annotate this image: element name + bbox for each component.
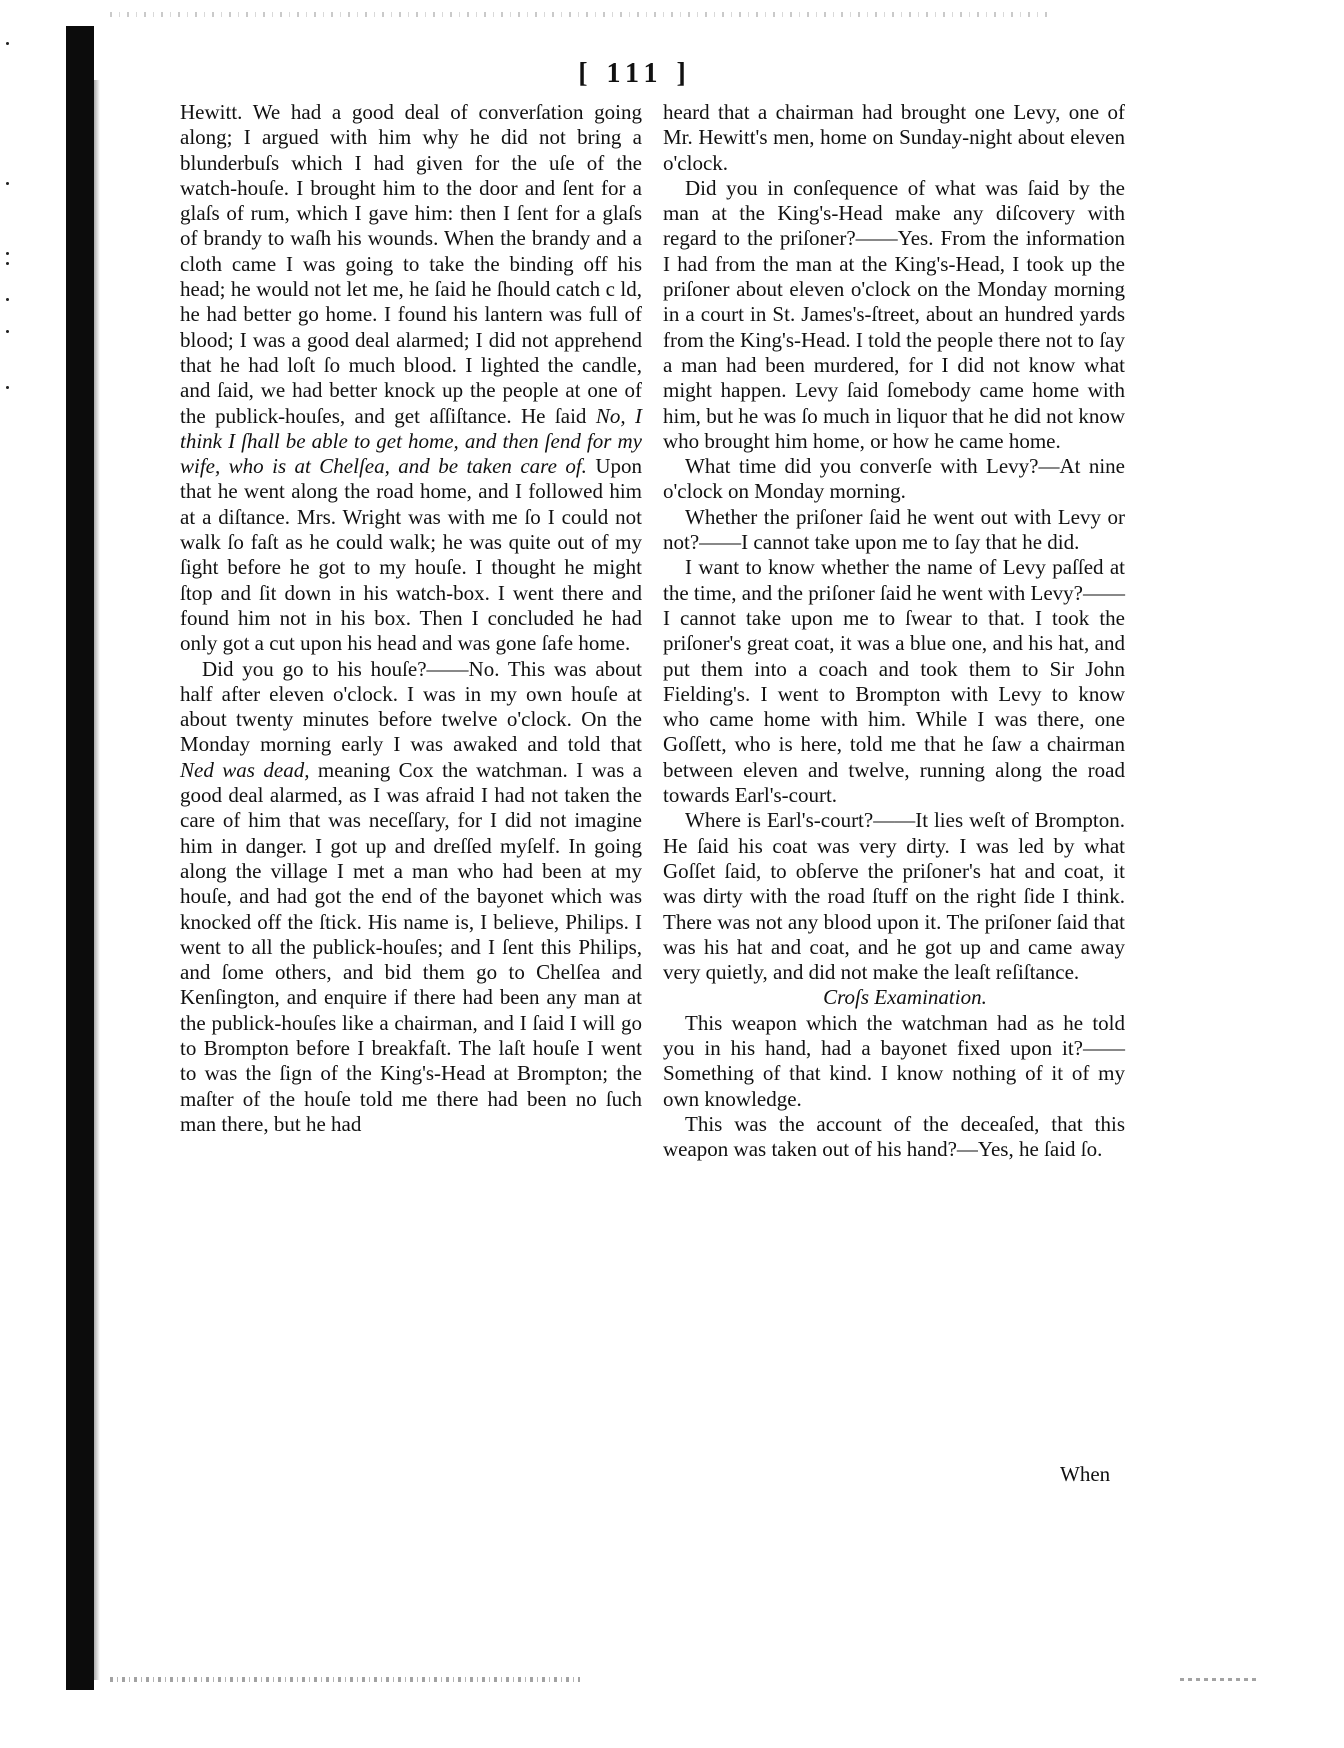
page-number: [ 111 ] [578, 58, 692, 89]
paragraph: Where is Earl's-court?——It lies weſt of Brompton. He ſaid his coat was very dirty. I was led by what Goſſet ſaid, to obſerve the priſoner's hat and coat, it was dirty with the road ſtuff on the right ſide I think. There was not any blood upon it. The priſoner ſaid that was his hat and coat, and he got up and came away very quietly, and did not make the leaſt reſiſtance. [663, 808, 1125, 985]
margin-mark [6, 386, 9, 389]
paragraph: I want to know whether the name of Levy paſſed at the time, and the priſoner ſaid he went with Levy?——I cannot take upon me to ſwear to that. I took the priſoner's great coat, it was a blue one, and his hat, and put them into a coach and took them to Sir John Fielding's. I went to Brompton with Levy to know who came home with him. While I was there, one Goſſett, who is here, told me that he ſaw a chairman between eleven and twelve, running along the road towards Earl's-court. [663, 555, 1125, 808]
text-run: meaning Cox the watchman. I was a good deal alarmed, as I was afraid I had not taken the care of him that was neceſſary, for I did not imagine him in danger. I got up and dreſſed myſelf. In going along the village I met a man who had been at my houſe, and had got the end of the bayonet which was knocked off the ſtick. His name is, I believe, Philips. I went to all the publick-houſes; and I ſent this Philips, and ſome others, and bid them go to Chelſea and Kenſington, and enquire if there had been any man at the publick-houſes like a chairman, and I ſaid I will go to Brompton before I breakfaſt. The laſt houſe I went to was the ſign of the King's-Head at Brompton; the maſter of the houſe told me there had been no ſuch man there, but he had [180, 757, 642, 1136]
scan-noise-bottom-right [1180, 1678, 1260, 1681]
margin-mark [6, 182, 9, 185]
text-run: Hewitt. We had a good deal of converſation going along; I argued with him why he did not bring a blunderbuſs which I had given for the uſe of the watch-houſe. I brought him to the door and ſent for a glaſs of rum, which I gave him: then I ſent for a glaſs of brandy to waſh his wounds. When the brandy and a cloth came I was going to take the binding off his head; he would not let me, he ſaid he ſhould catch c ld, he had better go home. I found his lantern was full of blood; I was a good deal alarmed; I did not apprehend that he had loſt ſo much blood. I lighted the candle, and ſaid, we had better knock up the people at one of the publick-houſes, and get aſſiſtance. He ſaid [180, 100, 642, 428]
text-run: Did you go to his houſe?——No. This was about half after eleven o'clock. I was in my own houſe at about twenty minutes before twelve o'clock. On the Monday morning early I was awaked and told that [180, 656, 642, 757]
scan-noise-top [110, 12, 1050, 17]
paragraph: Did you in conſequence of what was ſaid by the man at the King's-Head make any diſcovery with regard to the priſoner?——Yes. From the information I had from the man at the King's-Head, I took up the priſoner about eleven o'clock on the Monday morning in a court in St. James's-ſtreet, about an hundred yards from the King's-Head. I told the people there not to ſay a man had been murdered, for I did not know what might happen. Levy ſaid ſomebody came home with him, but he was ſo much in liquor that he did not know who brought him home, or how he came home. [663, 175, 1125, 453]
paragraph: Whether the priſoner ſaid he went out with Levy or not?——I cannot take upon me to ſay that he did. [663, 504, 1125, 555]
right-column [663, 100, 1125, 1162]
margin-mark [6, 330, 9, 333]
italic-quote: No, I think I ſhall be able to get home, and then ſend for my wife, who is at Chelſea, and be taken care of. [180, 403, 642, 479]
paragraph: heard that a chairman had brought one Levy, one of Mr. Hewitt's men, home on Sunday-night about eleven o'clock. [663, 100, 1125, 175]
section-heading: Croſs Examination. [823, 985, 987, 1010]
left-column [180, 100, 642, 1137]
paragraph [180, 100, 642, 657]
paragraph: What time did you converſe with Levy?—At nine o'clock on Monday morning. [663, 454, 1125, 504]
margin-mark [6, 252, 9, 255]
italic-quote: Ned was dead, [180, 757, 310, 782]
margin-mark [6, 262, 9, 265]
paragraph [180, 657, 642, 1138]
scan-noise-bottom [110, 1677, 580, 1682]
paragraph: This weapon which the watchman had as he told you in his hand, had a bayonet fixed upon it?——Something of that kind. I know nothing of it of my own knowledge. [663, 1010, 1125, 1111]
margin-mark [6, 42, 9, 45]
text-run: Upon that he went along the road home, and I followed him at a diſtance. Mrs. Wright was with me ſo I could not walk ſo faſt as he could walk; he was quite out of my ſight before he got to my houſe. I thought he might ſtop and ſit down in his watch-box. I went there and found him not in his box. Then I concluded he had only got a cut upon his head and was gone ſafe home. [180, 454, 643, 656]
catchword: When [1060, 1462, 1111, 1486]
paragraph: This was the account of the deceaſed, that this weapon was taken out of his hand?—Yes, he ſaid ſo. [663, 1111, 1125, 1162]
binding-edge [94, 80, 100, 1680]
margin-mark [6, 298, 9, 301]
binding-shadow [66, 26, 94, 1690]
